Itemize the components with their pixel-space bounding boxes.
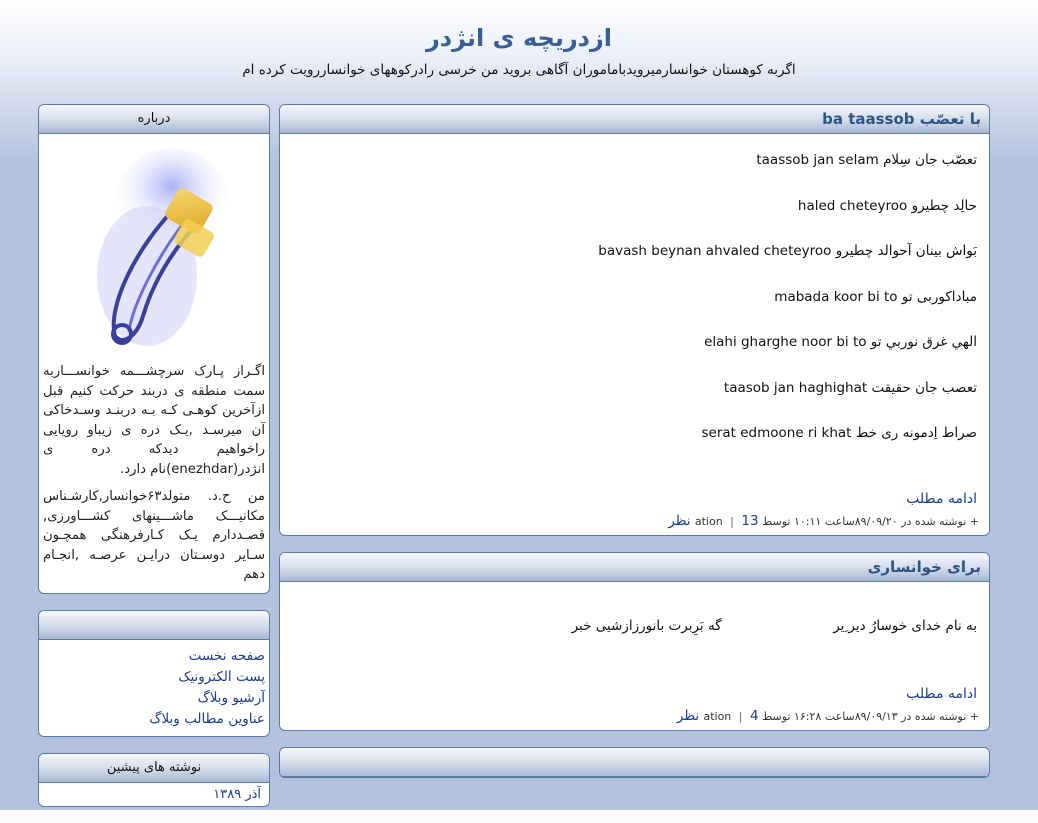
archive-box	[38, 753, 270, 807]
link-post-titles[interactable]: عناوین مطالب وبلاگ	[149, 710, 265, 727]
about-text: اگـراز پـارک سرچشـــمه خوانســـاربه سمت منطقه ی دربند حرکت کنیم قبل ازآخرین کوهـی کـه بـه دربنـد وسـدخاکی آن میرسـد ,یـک دره ی زیباو رویایی راخواهیم دیدکه دره ی انژدر(enezhdar)نام دارد.	[43, 364, 265, 477]
post	[279, 104, 990, 536]
safety-pin-image	[77, 136, 231, 354]
post-header	[280, 748, 989, 777]
archive-header: نوشته های پیشین	[39, 754, 269, 783]
posts-column	[279, 104, 990, 794]
footer-separator: |	[738, 710, 743, 723]
post-header	[280, 105, 989, 134]
sidebar	[38, 104, 270, 823]
read-more-link[interactable]: ادامه مطلب	[906, 491, 977, 507]
post-footer	[280, 702, 989, 730]
post-date: + نوشته شده در ۸۹/۰۹/۱۳ساعت ۱۶:۲۸ توسط	[762, 710, 979, 723]
post-header	[280, 553, 989, 582]
comments-link[interactable]: 4 نظر	[676, 708, 759, 724]
about-box	[38, 104, 270, 594]
links-box	[38, 610, 270, 737]
post-author[interactable]: ation	[703, 710, 732, 723]
post-author[interactable]: ation	[694, 515, 723, 528]
links-header	[39, 611, 269, 640]
blog-description: اگربه کوهستان خوانسارمیرویدباماموران آگاهی بروید من خرسی رادرکوههای خوانساررویت کرده ام	[242, 62, 796, 78]
post-line: تعصب جان حقیقت taasob jan haghighat	[723, 379, 977, 396]
blog-title[interactable]: ازدریچه ی انژدر	[425, 24, 613, 52]
about-text: من ح.د. متولد۶۳خوانسار,کارشـناس مکانیـــک ماشـــینهای کشـــاورزی, قصـددارم یـک کـارفرهنگی همچـون سـایر دوسـتان درایـن عرصـه ,انجـام دهم	[43, 489, 265, 582]
link-email[interactable]: پست الکترونیک	[178, 668, 265, 685]
post-line: به نام خدای خوسارُ دیر ِیر گه بَرِبرت بانورزازشیی خبر	[571, 618, 977, 634]
link-home[interactable]: صفحه نخست	[188, 647, 265, 664]
post-body	[280, 134, 989, 507]
post-line: صراط اِدمونه ری خط serat edmoone ri khat	[701, 425, 977, 441]
post-footer	[280, 507, 989, 535]
blog-header	[0, 0, 1038, 100]
post	[279, 552, 990, 731]
links-list	[39, 640, 269, 736]
post-line: تعصّب جان سِلام taassob jan selam	[756, 152, 977, 168]
post-line: حالِد چطیرو haled cheteyroo	[797, 197, 977, 214]
post-title[interactable]: با تعصّب ba taassob	[822, 110, 981, 128]
post-line: مباداکوربی تو mabada koor bi to	[774, 288, 977, 305]
post	[279, 747, 990, 778]
post-date: + نوشته شده در ۸۹/۰۹/۲۰ساعت ۱۰:۱۱ توسط	[762, 515, 979, 528]
post-line: الهي غرق نوربي تو elahi gharghe noor bi to	[704, 334, 977, 350]
post-line: بَواش بینان آحوالد چطیرو bavash beynan ahvaled cheteyroo	[598, 243, 977, 259]
archive-item[interactable]: آذر ۱۳۸۹	[213, 786, 261, 802]
footer-separator: |	[730, 515, 734, 528]
read-more-link[interactable]: ادامه مطلب	[906, 686, 977, 702]
post-body	[280, 582, 989, 702]
link-archive[interactable]: آرشیو وبلاگ	[197, 689, 265, 706]
about-header: درباره	[39, 105, 269, 134]
comments-link[interactable]: 13 نظر	[668, 513, 759, 529]
post-title[interactable]: برای خوانساری	[867, 558, 981, 576]
